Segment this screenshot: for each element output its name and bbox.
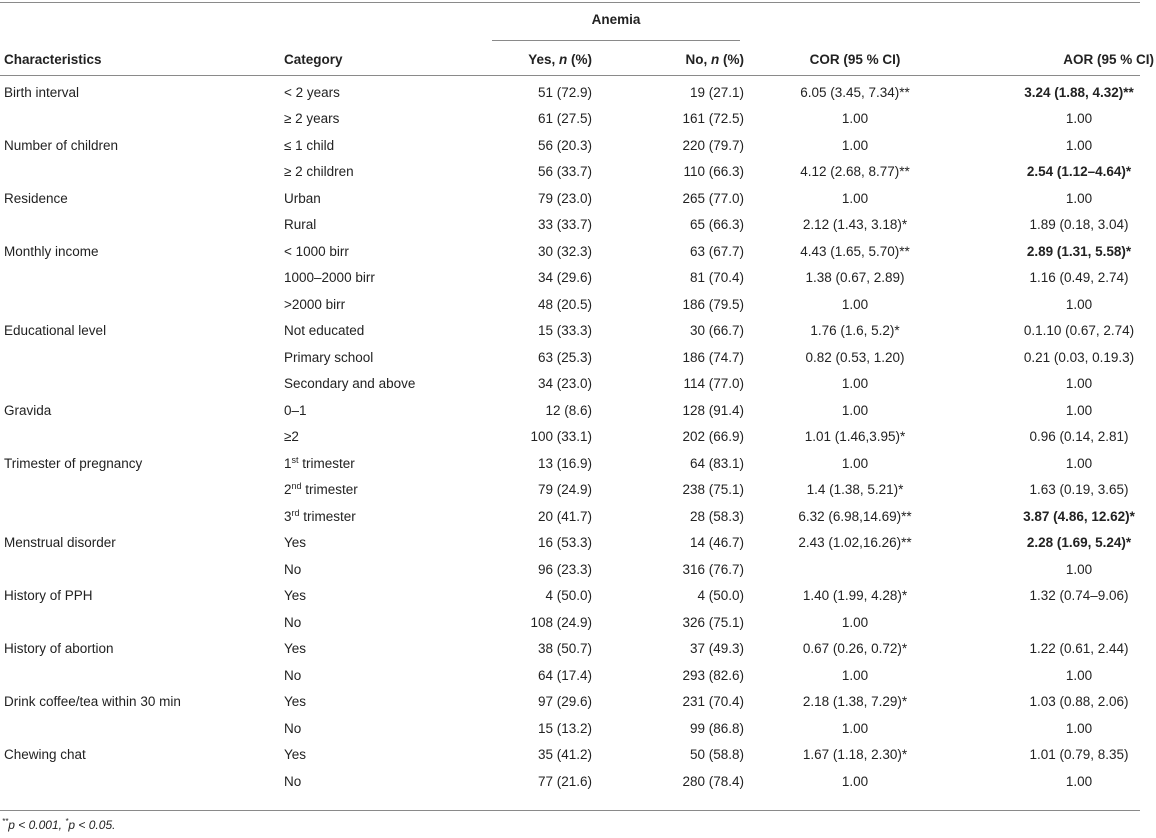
aor-cell: [954, 238, 1156, 265]
category-cell: 2nd trimester: [284, 481, 358, 498]
category-cell: ≤ 1 child: [284, 137, 335, 153]
anemia-no-cell: 50 (58.8): [689, 747, 744, 763]
category-cell: No: [284, 614, 302, 630]
characteristic-cell: Gravida: [4, 402, 52, 418]
table-row: [0, 159, 1156, 186]
anemia-yes-cell: 61 (27.5): [537, 111, 592, 127]
characteristic-cell: [0, 556, 284, 583]
aor-cell: [954, 291, 1156, 318]
aor-value: 1.63 (0.19, 3.65): [1029, 482, 1129, 498]
category-cell: Rural: [284, 217, 317, 233]
characteristic-cell: History of PPH: [4, 588, 93, 604]
table-row: [0, 742, 1156, 769]
category-cell: >2000 birr: [284, 296, 346, 312]
table-row: [0, 556, 1156, 583]
aor-cell: [954, 503, 1156, 530]
anemia-yes-cell: 16 (53.3): [537, 535, 592, 551]
characteristic-cell: Trimester of pregnancy: [4, 455, 143, 471]
table-row: [0, 318, 1156, 345]
cor-cell: [756, 556, 954, 583]
category-cell: Yes: [284, 694, 307, 710]
table-row: [0, 132, 1156, 159]
anemia-no-cell: 64 (83.1): [689, 455, 744, 471]
aor-value: 0.96 (0.14, 2.81): [1029, 429, 1129, 445]
anemia-yes-cell: 64 (17.4): [537, 667, 592, 683]
characteristic-cell: Chewing chat: [4, 747, 86, 763]
aor-value: 1.00: [1065, 455, 1093, 471]
cor-cell: 1.4 (1.38, 5.21)*: [806, 482, 904, 498]
anemia-no-cell: 30 (66.7): [689, 323, 744, 339]
characteristic-cell: [0, 768, 284, 795]
aor-value: 1.00: [1065, 296, 1093, 312]
table-row: [0, 238, 1156, 265]
aor-cell: [954, 212, 1156, 239]
aor-cell: [954, 636, 1156, 663]
col-header-no: No, n (%): [685, 52, 744, 67]
table-row: [0, 75, 1156, 106]
characteristic-cell: Monthly income: [4, 243, 99, 259]
anemia-factors-table: [0, 44, 1156, 795]
category-cell: 1000–2000 birr: [284, 270, 375, 286]
anemia-no-cell: 28 (58.3): [689, 508, 744, 524]
characteristic-cell: [0, 265, 284, 292]
aor-cell: [954, 265, 1156, 292]
table-row: [0, 212, 1156, 239]
anemia-yes-cell: 63 (25.3): [537, 349, 592, 365]
aor-value: 1.00: [1065, 137, 1093, 153]
col-header-yes: Yes, n (%): [528, 52, 592, 67]
aor-cell: [954, 132, 1156, 159]
table-row: [0, 689, 1156, 716]
anemia-yes-cell: 79 (24.9): [537, 482, 592, 498]
cor-cell: 2.18 (1.38, 7.29)*: [802, 694, 908, 710]
anemia-no-cell: 4 (50.0): [697, 588, 744, 604]
cor-cell: 1.00: [841, 111, 869, 127]
category-cell: 1st trimester: [284, 454, 355, 471]
cor-cell: 6.05 (3.45, 7.34)**: [800, 84, 910, 100]
anemia-yes-cell: 13 (16.9): [537, 455, 592, 471]
category-cell: ≥ 2 years: [284, 111, 340, 127]
characteristic-cell: Residence: [4, 190, 68, 206]
anemia-yes-cell: 38 (50.7): [537, 641, 592, 657]
anemia-yes-cell: 108 (24.9): [530, 614, 592, 630]
characteristic-cell: [0, 371, 284, 398]
cor-cell: 1.00: [841, 455, 869, 471]
characteristic-cell: [0, 715, 284, 742]
table-row: [0, 477, 1156, 504]
anemia-yes-cell: 35 (41.2): [537, 747, 592, 763]
category-cell: No: [284, 773, 302, 789]
aor-value: 1.00: [1065, 773, 1093, 789]
aor-value: 0.21 (0.03, 0.19.3): [1023, 349, 1135, 365]
category-cell: Urban: [284, 190, 321, 206]
category-cell: 0–1: [284, 402, 307, 418]
anemia-no-cell: 19 (27.1): [689, 84, 744, 100]
table-row: [0, 397, 1156, 424]
characteristic-cell: [0, 477, 284, 504]
category-cell: Primary school: [284, 349, 374, 365]
aor-value: 1.89 (0.18, 3.04): [1029, 217, 1129, 233]
cor-cell: 1.00: [841, 296, 869, 312]
table-row: [0, 450, 1156, 477]
anemia-no-cell: 220 (79.7): [682, 137, 744, 153]
table-row: [0, 185, 1156, 212]
aor-cell: [954, 106, 1156, 133]
table-row: [0, 424, 1156, 451]
anemia-no-cell: 99 (86.8): [689, 720, 744, 736]
cor-cell: 1.00: [841, 137, 869, 153]
anemia-no-cell: 81 (70.4): [689, 270, 744, 286]
anemia-no-cell: 114 (77.0): [683, 376, 744, 392]
col-header-category: Category: [284, 52, 343, 67]
anemia-no-cell: 110 (66.3): [683, 164, 744, 180]
characteristic-cell: [0, 106, 284, 133]
category-cell: < 2 years: [284, 84, 340, 100]
characteristic-cell: Menstrual disorder: [4, 535, 116, 551]
anemia-no-cell: 63 (67.7): [689, 243, 744, 259]
anemia-no-cell: 231 (70.4): [682, 694, 744, 710]
characteristic-cell: [0, 159, 284, 186]
characteristic-cell: Drink coffee/tea within 30 min: [4, 694, 181, 710]
top-rule: [0, 2, 1140, 3]
aor-value: 2.89 (1.31, 5.58)*: [1026, 243, 1132, 259]
aor-value: 1.16 (0.49, 2.74): [1029, 270, 1129, 286]
aor-cell: [954, 689, 1156, 716]
aor-value: 2.54 (1.12–4.64)*: [1026, 164, 1132, 180]
characteristic-cell: [0, 503, 284, 530]
anemia-no-cell: 265 (77.0): [682, 190, 744, 206]
aor-cell: [954, 768, 1156, 795]
aor-value: 1.00: [1065, 667, 1093, 683]
aor-cell: [954, 662, 1156, 689]
aor-value: 1.01 (0.79, 8.35): [1029, 747, 1129, 763]
anemia-yes-cell: 79 (23.0): [537, 190, 592, 206]
aor-cell: [954, 318, 1156, 345]
aor-value: 0.1.10 (0.67, 2.74): [1023, 323, 1135, 339]
aor-value: 3.24 (1.88, 4.32)**: [1024, 84, 1134, 100]
aor-cell: [954, 530, 1156, 557]
table-row: [0, 609, 1156, 636]
characteristic-cell: [0, 424, 284, 451]
table-row: [0, 583, 1156, 610]
anemia-group-rule: [492, 40, 740, 41]
anemia-yes-cell: 56 (33.7): [537, 164, 592, 180]
anemia-yes-cell: 34 (23.0): [537, 376, 592, 392]
cor-cell: 1.00: [841, 667, 869, 683]
aor-value: 2.28 (1.69, 5.24)*: [1026, 535, 1132, 551]
cor-cell: 4.12 (2.68, 8.77)**: [800, 164, 910, 180]
aor-value: 1.00: [1065, 376, 1093, 392]
aor-cell: [954, 715, 1156, 742]
table-row: [0, 768, 1156, 795]
table-row: [0, 636, 1156, 663]
anemia-yes-cell: 20 (41.7): [537, 508, 592, 524]
cor-cell: 4.43 (1.65, 5.70)**: [800, 243, 910, 259]
col-header-aor: AOR (95 % CI): [1063, 52, 1154, 67]
cor-cell: 1.67 (1.18, 2.30)*: [802, 747, 908, 763]
anemia-yes-cell: 15 (13.2): [537, 720, 592, 736]
anemia-yes-cell: 33 (33.7): [537, 217, 592, 233]
cor-cell: 0.67 (0.26, 0.72)*: [802, 641, 908, 657]
anemia-no-cell: 186 (74.7): [682, 349, 744, 365]
aor-value: 1.00: [1065, 402, 1093, 418]
aor-value: 1.00: [1065, 190, 1093, 206]
category-cell: Yes: [284, 641, 307, 657]
category-cell: < 1000 birr: [284, 243, 349, 259]
aor-cell: [954, 344, 1156, 371]
characteristic-cell: [0, 609, 284, 636]
aor-value: 1.00: [1065, 111, 1093, 127]
aor-cell: [954, 371, 1156, 398]
category-cell: No: [284, 667, 302, 683]
characteristic-cell: Birth interval: [4, 84, 80, 100]
anemia-yes-cell: 51 (72.9): [537, 84, 592, 100]
anemia-yes-cell: 56 (20.3): [537, 137, 592, 153]
cor-cell: 1.00: [841, 402, 869, 418]
category-cell: ≥ 2 children: [284, 164, 354, 180]
cor-cell: 6.32 (6.98,14.69)**: [798, 508, 912, 524]
cor-cell: 1.00: [841, 720, 869, 736]
anemia-yes-cell: 4 (50.0): [545, 588, 592, 604]
aor-cell: [954, 556, 1156, 583]
cor-cell: 1.40 (1.99, 4.28)*: [802, 588, 908, 604]
anemia-no-cell: 161 (72.5): [682, 111, 744, 127]
anemia-no-cell: 316 (76.7): [682, 561, 744, 577]
category-cell: Yes: [284, 588, 307, 604]
anemia-no-cell: 326 (75.1): [682, 614, 744, 630]
anemia-yes-cell: 34 (29.6): [537, 270, 592, 286]
cor-cell: 2.43 (1.02,16.26)**: [798, 535, 912, 551]
cor-cell: 1.00: [841, 773, 869, 789]
aor-value: 1.00: [1065, 561, 1093, 577]
aor-value: 1.00: [1065, 720, 1093, 736]
category-cell: Yes: [284, 535, 307, 551]
characteristic-cell: History of abortion: [4, 641, 114, 657]
aor-cell: [954, 397, 1156, 424]
aor-value: 1.03 (0.88, 2.06): [1029, 694, 1129, 710]
cor-cell: 1.01 (1.46,3.95)*: [804, 429, 906, 445]
characteristic-cell: [0, 662, 284, 689]
anemia-no-cell: 37 (49.3): [689, 641, 744, 657]
table-body: [0, 75, 1156, 795]
anemia-no-cell: 280 (78.4): [682, 773, 744, 789]
table-row: [0, 662, 1156, 689]
category-cell: No: [284, 720, 302, 736]
category-cell: Not educated: [284, 323, 365, 339]
cor-cell: 1.00: [841, 614, 869, 630]
aor-cell: [954, 583, 1156, 610]
category-cell: No: [284, 561, 302, 577]
aor-cell: [954, 609, 1156, 636]
column-header-row: [0, 44, 1156, 75]
table-row: [0, 344, 1156, 371]
aor-value: 3.87 (4.86, 12.62)*: [1023, 508, 1135, 524]
anemia-no-cell: 65 (66.3): [689, 217, 744, 233]
anemia-no-cell: 14 (46.7): [689, 535, 744, 551]
col-header-cor: COR (95 % CI): [809, 52, 901, 67]
anemia-yes-cell: 12 (8.6): [545, 402, 592, 418]
aor-cell: [954, 185, 1156, 212]
table-row: [0, 503, 1156, 530]
characteristic-cell: [0, 212, 284, 239]
anemia-yes-cell: 15 (33.3): [537, 323, 592, 339]
anemia-yes-cell: 100 (33.1): [530, 429, 592, 445]
cor-cell: 1.38 (0.67, 2.89): [805, 270, 905, 286]
aor-value: 1.22 (0.61, 2.44): [1029, 641, 1129, 657]
table-row: [0, 106, 1156, 133]
bottom-rule: [0, 810, 1140, 811]
table-footnote: **p < 0.001, *p < 0.05.: [2, 817, 116, 832]
anemia-yes-cell: 48 (20.5): [537, 296, 592, 312]
aor-cell: [954, 742, 1156, 769]
table-row: [0, 291, 1156, 318]
anemia-group-header: Anemia: [591, 12, 641, 27]
aor-cell: [954, 159, 1156, 186]
category-cell: Yes: [284, 747, 307, 763]
cor-cell: 1.00: [841, 190, 869, 206]
category-cell: 3rd trimester: [284, 507, 356, 524]
anemia-no-cell: 238 (75.1): [682, 482, 744, 498]
cor-cell: 0.82 (0.53, 1.20): [805, 349, 905, 365]
anemia-yes-cell: 30 (32.3): [537, 243, 592, 259]
characteristic-cell: Number of children: [4, 137, 119, 153]
anemia-no-cell: 293 (82.6): [682, 667, 744, 683]
anemia-yes-cell: 96 (23.3): [537, 561, 592, 577]
cor-cell: 1.76 (1.6, 5.2)*: [810, 323, 900, 339]
characteristic-cell: [0, 344, 284, 371]
table-row: [0, 265, 1156, 292]
anemia-yes-cell: 97 (29.6): [537, 694, 592, 710]
cor-cell: 2.12 (1.43, 3.18)*: [802, 217, 908, 233]
table-row: [0, 715, 1156, 742]
anemia-no-cell: 186 (79.5): [682, 296, 744, 312]
category-cell: ≥2: [284, 429, 299, 445]
table-row: [0, 371, 1156, 398]
aor-cell: [954, 450, 1156, 477]
aor-value: 1.32 (0.74–9.06): [1029, 588, 1129, 604]
aor-cell: [954, 424, 1156, 451]
characteristic-cell: [0, 291, 284, 318]
aor-cell: [954, 75, 1156, 106]
cor-cell: 1.00: [841, 376, 869, 392]
aor-cell: [954, 477, 1156, 504]
anemia-no-cell: 128 (91.4): [682, 402, 744, 418]
col-header-characteristics: Characteristics: [4, 52, 102, 67]
category-cell: Secondary and above: [284, 376, 416, 392]
table-row: [0, 530, 1156, 557]
characteristic-cell: Educational level: [4, 323, 107, 339]
anemia-no-cell: 202 (66.9): [682, 429, 744, 445]
anemia-yes-cell: 77 (21.6): [537, 773, 592, 789]
